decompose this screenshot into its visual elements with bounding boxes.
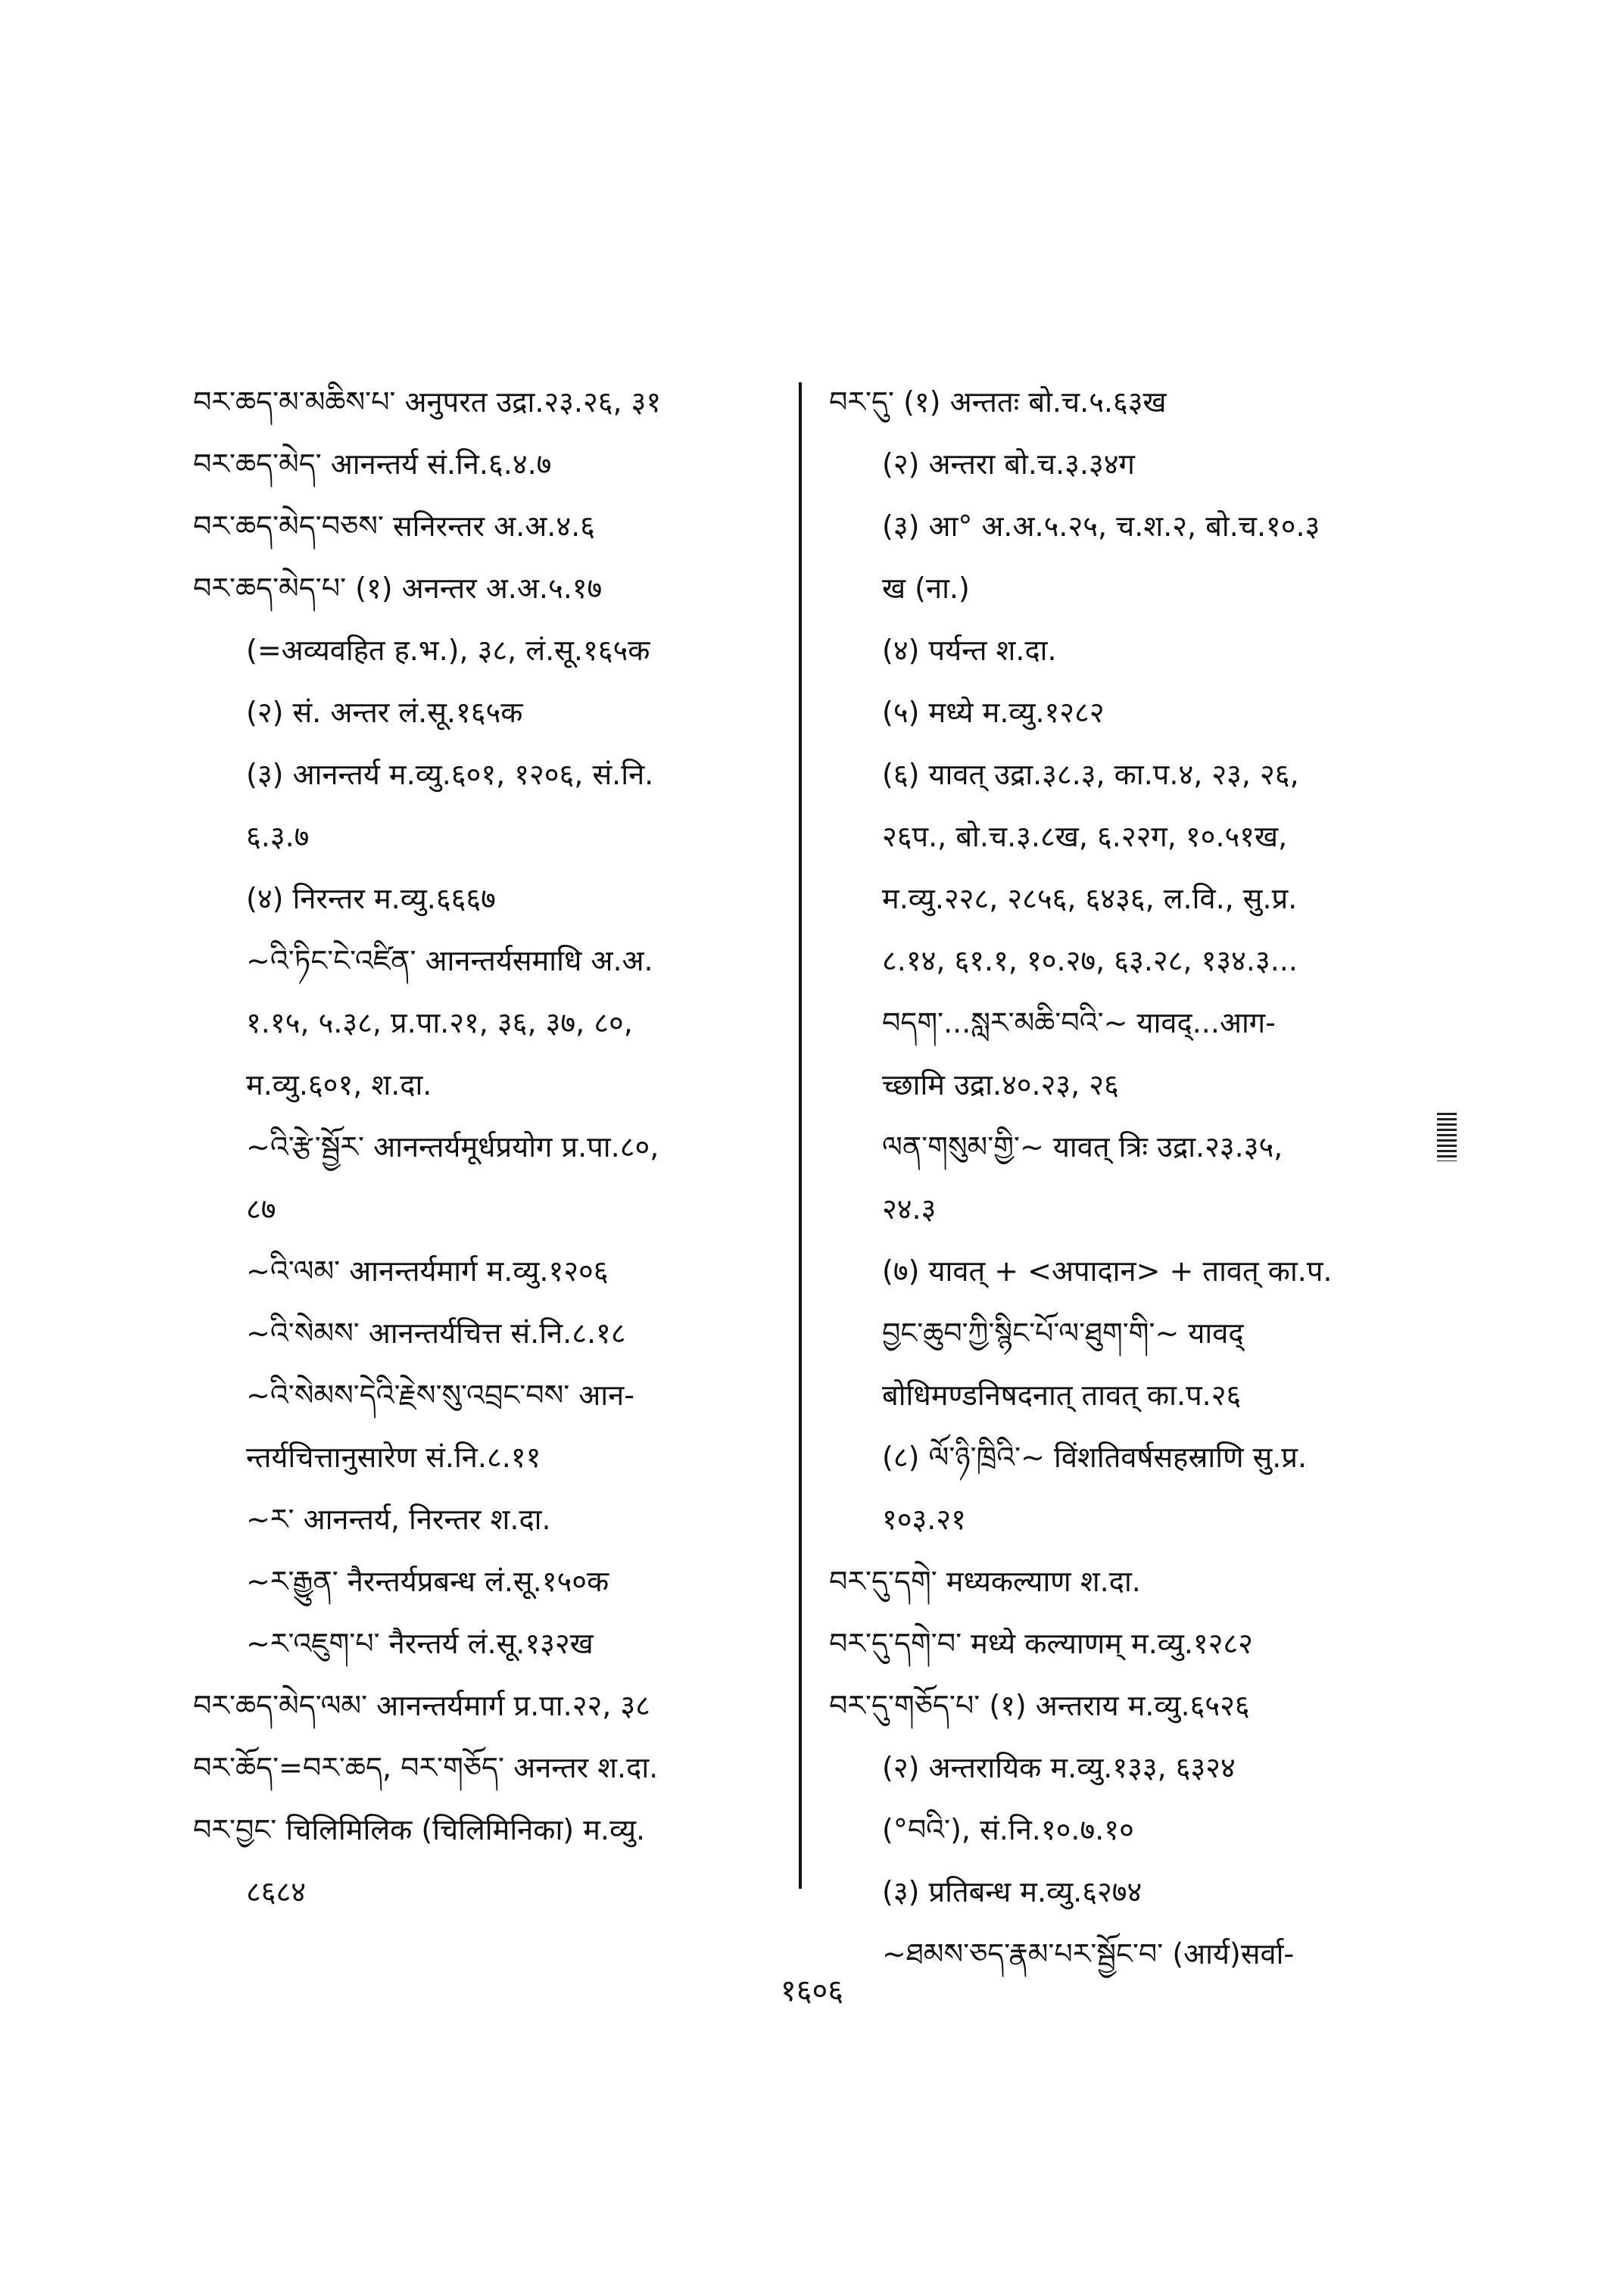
entry-line: १.१५, ५.३८, प्र.पा.२१, ३६, ३७, ८०, [246, 1006, 633, 1039]
entry-line: བར་དུ་གཅོད་པ་ (१) अन्तराय म.व्यु.६५२६ [829, 1689, 1250, 1722]
entry-line: ~འི་སེམས་དེའི་རྗེས་སུ་འབྲང་བས་ आन- [246, 1379, 634, 1412]
entry-line: (७) यावत् + <अपादान> + तावत् का.प. [882, 1254, 1333, 1288]
entry-line: (३) प्रतिबन्ध म.व्यु.६२७४ [882, 1875, 1142, 1908]
entry-line: ལན་གསུམ་གྱི་~ यावत् त्रिः उद्रा.२३.३५, [882, 1130, 1283, 1164]
entry-line: བར་ཆད་མེད་བཅས་ सनिरन्तर अ.अ.४.६ [193, 509, 595, 543]
entry-line: ८७ [246, 1192, 276, 1226]
entry-line: བར་དུ་ (१) अन्ततः बो.च.५.६३ख [829, 385, 1167, 419]
entry-line: བར་དུ་དགེ་བ་ मध्ये कल्याणम् म.व्यु.१२८२ [829, 1627, 1253, 1660]
entry-line: བར་ཆད་མེད་ལམ་ आनन्तर्यमार्ग प्र.पा.२२, ३८ [193, 1689, 650, 1722]
entry-line: ~འི་རྩེ་སྦྱོར་ आनन्तर्यमूर्धप्रयोग प्र.पा.८०, [246, 1130, 659, 1164]
entry-line: ~འི་ལམ་ आनन्तर्यमार्ग म.व्यु.१२०६ [246, 1254, 609, 1288]
entry-line: (८) ལོ་ཉི་ཁྲིའི་~ विंशतिवर्षसहस्राणि सु.प्र. [882, 1441, 1308, 1474]
left-column [193, 371, 799, 1923]
right-column [829, 371, 1435, 1985]
entry-line: बोधिमण्डनिषदनात् तावत् का.प.२६ [882, 1379, 1242, 1412]
entry-line: (२) अन्तरा बो.च.३.३४ग [882, 447, 1135, 481]
entry-line: བར་དུ་དགེ་ मध्यकल्याण श.दा. [829, 1565, 1141, 1598]
entry-line: ~ར་འཇུག་པ་ नैरन्तर्य लं.सू.१३२ख [246, 1627, 594, 1660]
entry-line: (३) आनन्तर्य म.व्यु.६०१, १२०६, सं.नि. [246, 758, 654, 791]
margin-tick-mark [1437, 1113, 1457, 1161]
entry-line: (२) सं. अन्तर लं.सू.१६५क [246, 696, 523, 729]
entry-line: བདག་...སླར་མཆི་བའི་~ यावद्...आग- [882, 1006, 1276, 1039]
entry-line: (४) पर्यन्त श.दा. [882, 634, 1057, 667]
entry-line: (=अव्यवहित ह.भ.), ३८, लं.सू.१६५क [246, 634, 650, 667]
entry-line: ~ར་ आनन्तर्य, निरन्तर श.दा. [246, 1503, 551, 1536]
entry-line: བྱང་ཆུབ་ཀྱི་སྙིང་པོ་ལ་ཐུག་གི་~ यावद् [882, 1316, 1244, 1350]
entry-line: (°བའི་), सं.नि.१०.७.१० [882, 1813, 1134, 1846]
entry-line: ~འི་སེམས་ आनन्तर्यचित्त सं.नि.८.१८ [246, 1316, 626, 1350]
entry-line: བར་ཆོད་=བར་ཆད, བར་གཅོད་ अनन्तर श.दा. [193, 1751, 659, 1784]
entry-line: བར་ཆད་མ་མཆིས་པ་ अनुपरत उद्रा.२३.२६, ३१ [193, 385, 662, 419]
entry-line: ख (ना.) [882, 572, 970, 605]
entry-line: (५) मध्ये म.व्यु.१२८२ [882, 696, 1105, 729]
page-number: १६०६ [780, 1974, 844, 2008]
entry-line: བར་ཆད་མེད་པ་ (१) अनन्तर अ.अ.५.१७ [193, 572, 603, 605]
entry-line: ८६८४ [246, 1875, 307, 1908]
entry-line: (३) आ° अ.अ.५.२५, च.श.२, बो.च.१०.३ [882, 509, 1320, 543]
entry-line: ८.१४, ६१.१, १०.२७, ६३.२८, १३४.३... [882, 944, 1298, 977]
entry-line: १०३.२१ [882, 1503, 966, 1536]
entry-line: न्तर्यचित्तानुसारेण सं.नि.८.११ [246, 1441, 541, 1474]
entry-line: ~ཐམས་ཅད་རྣམ་པར་སྦྱོང་བ་ (आर्य)सर्वा- [882, 1937, 1295, 1971]
entry-line: ~འི་ཏིང་ངེ་འཛིན་ आनन्तर्यसमाधि अ.अ. [246, 944, 653, 977]
entry-line: (२) अन्तरायिक म.व्यु.१३३, ६३२४ [882, 1751, 1236, 1784]
entry-line: ६.३.७ [246, 820, 310, 853]
entry-line: २४.३ [882, 1192, 937, 1226]
entry-line: (६) यावत् उद्रा.३८.३, का.प.४, २३, २६, [882, 758, 1299, 791]
column-divider [799, 382, 802, 1889]
entry-line: २६प., बो.च.३.८ख, ६.२२ग, १०.५१ख, [882, 820, 1288, 853]
entry-line: (४) निरन्तर म.व्यु.६६६७ [246, 882, 496, 915]
entry-line: བར་ཆད་མེད་ आनन्तर्य सं.नि.६.४.७ [193, 447, 552, 481]
entry-line: म.व्यु.२२८, २८५६, ६४३६, ल.वि., सु.प्र. [882, 882, 1298, 915]
entry-line: ~ར་རྒྱུན་ नैरन्तर्यप्रबन्ध लं.सू.१५०क [246, 1565, 609, 1598]
entry-line: म.व्यु.६०१, श.दा. [246, 1068, 432, 1101]
entry-line: བར་བྱང་ चिलिमिलिक (चिलिमिनिका) म.व्यु. [193, 1813, 646, 1846]
entry-line: च्छामि उद्रा.४०.२३, २६ [882, 1068, 1119, 1101]
